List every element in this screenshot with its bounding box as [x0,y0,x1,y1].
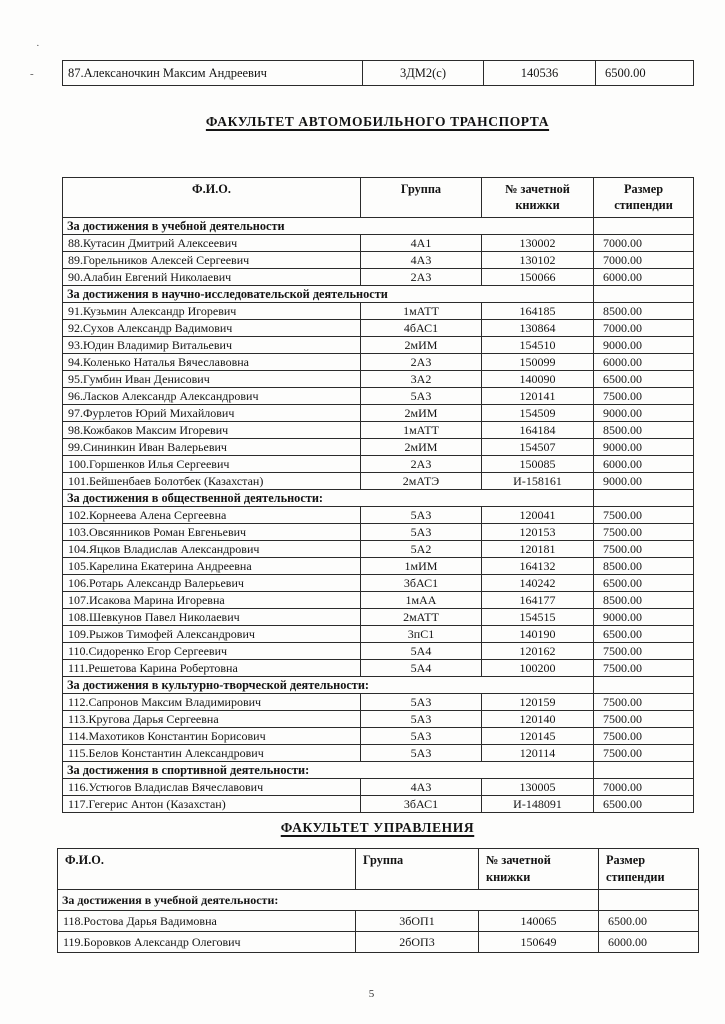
student-row [63,643,694,660]
student-book-number: И-148091 [482,796,594,813]
student-row [58,932,699,953]
student-book-number: 130102 [482,252,594,269]
student-row [63,61,694,86]
student-row [63,388,694,405]
student-book-number: 130005 [482,779,594,796]
student-row [63,439,694,456]
student-group: 1мАТТ [361,303,482,320]
student-name: 102.Корнеева Алена Сергеевна [63,507,361,524]
student-book-number: 150085 [482,456,594,473]
student-group: 5А3 [361,711,482,728]
student-name: 96.Ласков Александр Александрович [63,388,361,405]
student-row [63,575,694,592]
student-book-number: 120114 [482,745,594,762]
student-name: 101.Бейшенбаев Болотбек (Казахстан) [63,473,361,490]
student-book-number: 130864 [482,320,594,337]
section-row [58,890,699,911]
student-group: 5А3 [361,745,482,762]
section-row [63,677,694,694]
student-group: 1мАА [361,592,482,609]
student-name: 98.Кожбаков Максим Игоревич [63,422,361,439]
stipend-amount: 6000.00 [599,932,699,953]
student-group: 3бАС1 [361,796,482,813]
student-row [63,541,694,558]
student-book-number: 164177 [482,592,594,609]
student-name: 104.Яцков Владислав Александрович [63,541,361,558]
student-name: 100.Горшенков Илья Сергеевич [63,456,361,473]
student-name: 89.Горельников Алексей Сергеевич [63,252,361,269]
student-book-number: 164132 [482,558,594,575]
student-name: 108.Шевкунов Павел Николаевич [63,609,361,626]
student-row [63,235,694,252]
section-row [63,286,694,303]
student-group: 1мАТТ [361,422,482,439]
student-group: 4бАС1 [361,320,482,337]
student-group: 2мИМ [361,405,482,422]
student-group: 2А3 [361,269,482,286]
student-name: 94.Коленько Наталья Вячеславовна [63,354,361,371]
section-empty-cell [594,490,694,507]
section-label: За достижения в общественной деятельности: [63,490,594,507]
student-row [63,320,694,337]
student-book-number: 154507 [482,439,594,456]
student-name: 111.Решетова Карина Робертовна [63,660,361,677]
management-faculty-table [57,848,699,953]
student-name: 91.Кузьмин Александр Игоревич [63,303,361,320]
stipend-amount: 7500.00 [594,507,694,524]
student-book-number: 140536 [484,61,596,86]
student-name: 95.Гумбин Иван Денисович [63,371,361,388]
continuation-table [62,60,694,86]
student-row [63,745,694,762]
student-name: 110.Сидоренко Егор Сергеевич [63,643,361,660]
student-book-number: И-158161 [482,473,594,490]
header-book: № зачетной книжки [482,178,594,218]
section-empty-cell [594,762,694,779]
scan-artifact-dash: - [30,68,34,80]
stipend-amount: 6500.00 [599,911,699,932]
student-group: 5А2 [361,541,482,558]
student-name: 115.Белов Константин Александрович [63,745,361,762]
student-group: 2мИМ [361,337,482,354]
section-label: За достижения в научно-исследовательской деятельности [63,286,594,303]
student-name: 116.Устюгов Владислав Вячеславович [63,779,361,796]
student-row [63,269,694,286]
student-group: 2А3 [361,354,482,371]
section-row [63,762,694,779]
section-row [63,490,694,507]
student-book-number: 120153 [482,524,594,541]
stipend-amount: 6500.00 [594,575,694,592]
header-fio: Ф.И.О. [63,178,361,218]
transport-faculty-table [62,177,694,813]
student-name: 117.Гегерис Антон (Казахстан) [63,796,361,813]
student-name: 93.Юдин Владимир Витальевич [63,337,361,354]
header-amount: Размер стипендии [599,849,699,890]
section-empty-cell [599,890,699,911]
student-group: 5А4 [361,643,482,660]
student-book-number: 120181 [482,541,594,558]
student-book-number: 140090 [482,371,594,388]
student-row [63,524,694,541]
student-book-number: 120162 [482,643,594,660]
student-name: 112.Сапронов Максим Владимирович [63,694,361,711]
stipend-amount: 7000.00 [594,235,694,252]
student-row [63,422,694,439]
stipend-amount: 8500.00 [594,303,694,320]
student-row [63,660,694,677]
scan-artifact-dot: · [36,40,40,52]
header-fio: Ф.И.О. [58,849,356,890]
stipend-amount: 8500.00 [594,592,694,609]
student-book-number: 120041 [482,507,594,524]
student-name: 109.Рыжов Тимофей Александрович [63,626,361,643]
student-row [63,507,694,524]
table-header-row [63,178,694,218]
student-group: 4А3 [361,252,482,269]
student-book-number: 164185 [482,303,594,320]
student-group: 5А4 [361,660,482,677]
stipend-amount: 7500.00 [594,694,694,711]
page-number: 5 [368,988,375,1000]
student-book-number: 150099 [482,354,594,371]
stipend-amount: 9000.00 [594,405,694,422]
student-row [63,796,694,813]
student-row [63,626,694,643]
stipend-amount: 7500.00 [594,388,694,405]
stipend-amount: 6500.00 [594,796,694,813]
stipend-amount: 6000.00 [594,354,694,371]
student-name: 113.Кругова Дарья Сергеевна [63,711,361,728]
student-row [58,911,699,932]
student-row [63,405,694,422]
stipend-amount: 8500.00 [594,558,694,575]
section-empty-cell [594,218,694,235]
student-book-number: 150649 [479,932,599,953]
student-name: 88.Кутасин Дмитрий Алексеевич [63,235,361,252]
student-book-number: 120159 [482,694,594,711]
student-group: 3пС1 [361,626,482,643]
stipend-amount: 7500.00 [594,728,694,745]
section-empty-cell [594,286,694,303]
student-group: 4А3 [361,779,482,796]
student-row [63,592,694,609]
student-group: 1мИМ [361,558,482,575]
student-group: 5А3 [361,524,482,541]
student-group: 2мИМ [361,439,482,456]
student-name: 103.Овсянников Роман Евгеньевич [63,524,361,541]
student-group: 5А3 [361,388,482,405]
stipend-amount: 7500.00 [594,541,694,558]
student-name: 118.Ростова Дарья Вадимовна [58,911,356,932]
section-label: За достижения в культурно-творческой деятельности: [63,677,594,694]
student-row [63,252,694,269]
student-book-number: 120140 [482,711,594,728]
section-row [63,218,694,235]
stipend-amount: 7500.00 [594,660,694,677]
student-book-number: 100200 [482,660,594,677]
student-book-number: 130002 [482,235,594,252]
student-book-number: 164184 [482,422,594,439]
section-empty-cell [594,677,694,694]
student-name: 90.Алабин Евгений Николаевич [63,269,361,286]
stipend-amount: 9000.00 [594,609,694,626]
student-name: 114.Махотиков Константин Борисович [63,728,361,745]
header-group: Группа [361,178,482,218]
stipend-amount: 7500.00 [594,745,694,762]
student-name: 119.Боровков Александр Олегович [58,932,356,953]
student-book-number: 140190 [482,626,594,643]
student-book-number: 154509 [482,405,594,422]
section-label: За достижения в учебной деятельности: [58,890,599,911]
student-name: 105.Карелина Екатерина Андреевна [63,558,361,575]
student-group: 5А3 [361,694,482,711]
student-row [63,473,694,490]
faculty-title-management: ФАКУЛЬТЕТ УПРАВЛЕНИЯ [280,820,475,835]
student-group: 2А3 [361,456,482,473]
stipend-amount: 7000.00 [594,779,694,796]
student-book-number: 140065 [479,911,599,932]
student-group: 3ДМ2(с) [363,61,484,86]
student-row [63,337,694,354]
table-header-row [58,849,699,890]
stipend-amount: 7500.00 [594,524,694,541]
student-name: 87.Алексаночкин Максим Андреевич [63,61,363,86]
stipend-amount: 6000.00 [594,456,694,473]
student-row [63,303,694,320]
faculty-title-transport: ФАКУЛЬТЕТ АВТОМОБИЛЬНОГО ТРАНСПОРТА [205,114,550,129]
student-book-number: 140242 [482,575,594,592]
student-book-number: 150066 [482,269,594,286]
student-book-number: 154510 [482,337,594,354]
stipend-amount: 6500.00 [594,626,694,643]
stipend-amount: 9000.00 [594,473,694,490]
section-label: За достижения в спортивной деятельности: [63,762,594,779]
stipend-amount: 6500.00 [594,371,694,388]
student-row [63,371,694,388]
student-book-number: 120141 [482,388,594,405]
stipend-amount: 8500.00 [594,422,694,439]
student-group: 2мАТТ [361,609,482,626]
student-name: 106.Ротарь Александр Валерьевич [63,575,361,592]
section-label: За достижения в учебной деятельности [63,218,594,235]
student-name: 107.Исакова Марина Игоревна [63,592,361,609]
student-row [63,609,694,626]
student-book-number: 120145 [482,728,594,745]
student-row [63,779,694,796]
stipend-amount: 7000.00 [594,320,694,337]
student-row [63,728,694,745]
student-group: 4А1 [361,235,482,252]
student-row [63,558,694,575]
student-group: 5А3 [361,507,482,524]
stipend-amount: 7000.00 [594,252,694,269]
student-group: 3бАС1 [361,575,482,592]
student-group: 2мАТЭ [361,473,482,490]
student-group: 3бОП1 [356,911,479,932]
student-name: 99.Сининкин Иван Валерьевич [63,439,361,456]
student-row [63,711,694,728]
stipend-amount: 9000.00 [594,337,694,354]
header-group: Группа [356,849,479,890]
header-book: № зачетной книжки [479,849,599,890]
stipend-amount: 7500.00 [594,643,694,660]
student-group: 2бОП3 [356,932,479,953]
header-amount: Размер стипендии [594,178,694,218]
stipend-amount: 6000.00 [594,269,694,286]
student-book-number: 154515 [482,609,594,626]
student-group: 5А3 [361,728,482,745]
stipend-amount: 7500.00 [594,711,694,728]
student-row [63,694,694,711]
student-name: 92.Сухов Александр Вадимович [63,320,361,337]
student-group: 3А2 [361,371,482,388]
student-name: 97.Фурлетов Юрий Михайлович [63,405,361,422]
student-row [63,456,694,473]
stipend-amount: 9000.00 [594,439,694,456]
student-row [63,354,694,371]
stipend-amount: 6500.00 [596,61,694,86]
